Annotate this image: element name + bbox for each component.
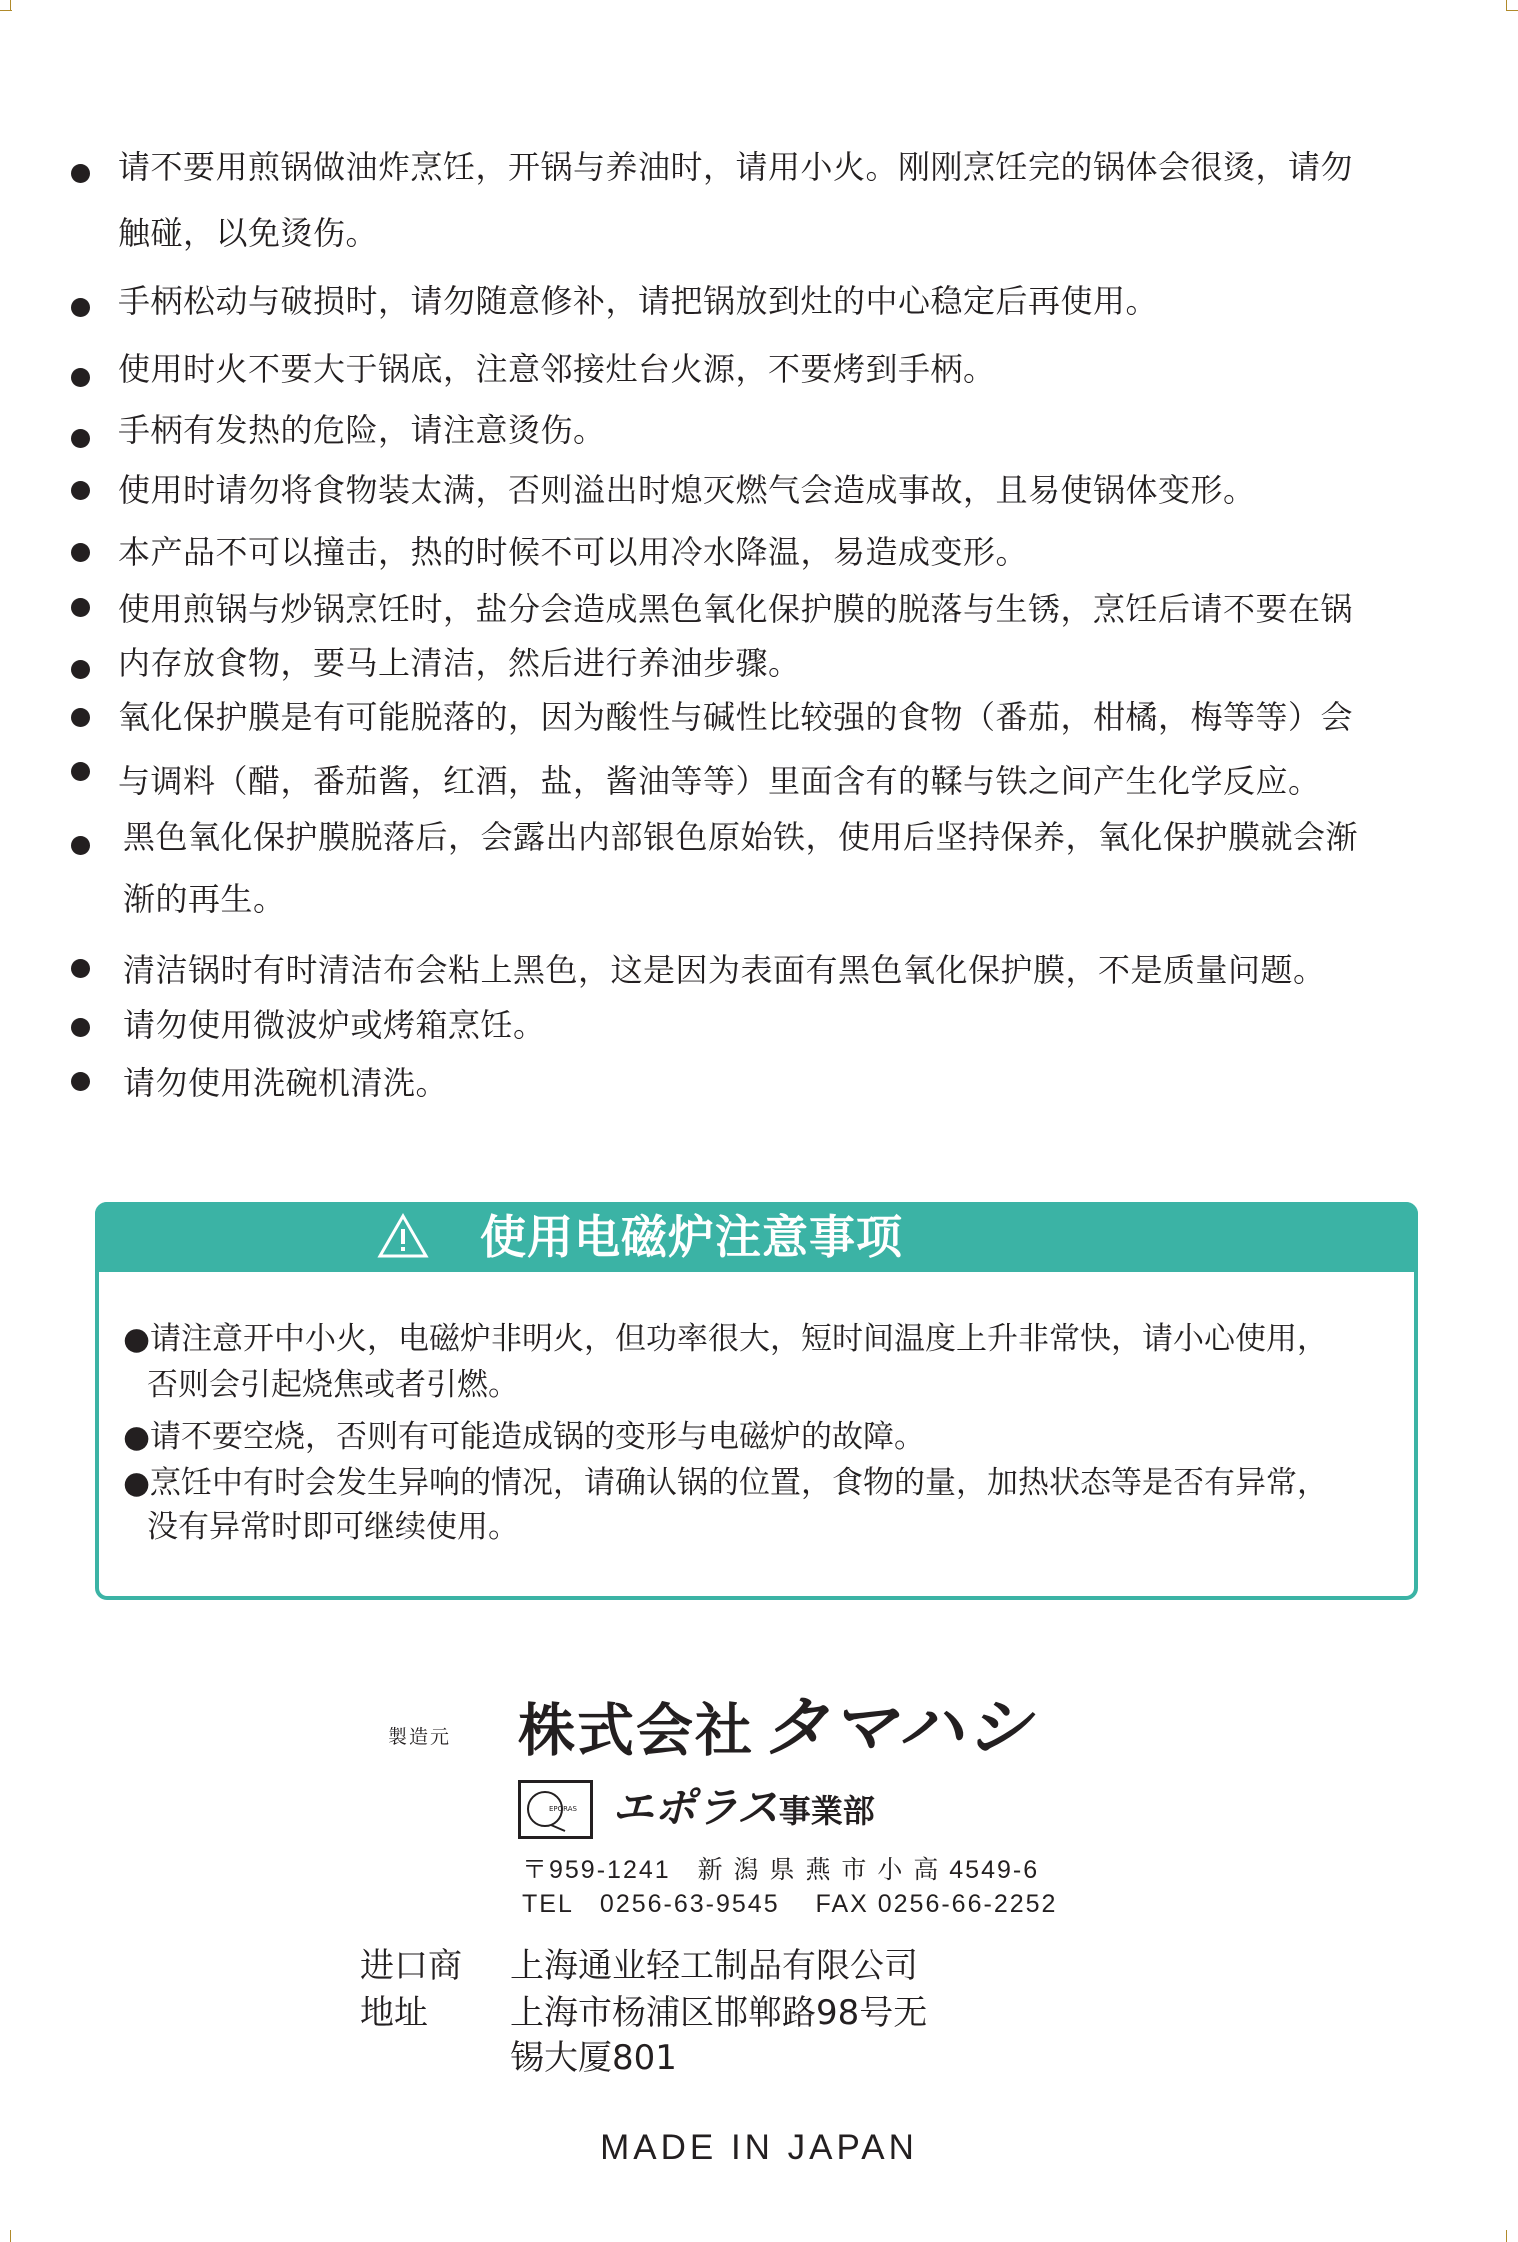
crop-mark: [1506, 10, 1518, 11]
caution-text: 手柄有发热的危险，请注意烫伤。: [118, 411, 606, 449]
bullet-icon: [71, 164, 90, 183]
manufacturer-address: 〒959-1241 新 潟 県 燕 市 小 高 4549-6: [522, 1856, 1040, 1884]
bullet-icon: [71, 298, 90, 317]
caution-text: 清洁锅时有时清洁布会粘上黑色，这是因为表面有黑色氧化保护膜，不是质量问题。: [123, 951, 1326, 989]
bullet-icon: [71, 598, 90, 617]
bullet-icon: [71, 543, 90, 562]
logo-text: EPORAS: [549, 1805, 577, 1813]
warning-title: 使用电磁炉注意事项: [480, 1210, 903, 1264]
caution-text: 请不要用煎锅做油炸烹饪，开锅与养油时，请用小火。刚刚烹饪完的锅体会很烫，请勿: [118, 148, 1354, 186]
importer-label: 进口商: [360, 1946, 462, 1986]
address-label: 地址: [360, 1993, 428, 2033]
warning-line: ●请不要空烧，否则有可能造成锅的变形与电磁炉的故障。: [123, 1419, 926, 1455]
caution-text: 请勿使用微波炉或烤箱烹饪。: [123, 1006, 546, 1044]
caution-text: 渐的再生。: [123, 880, 286, 918]
warning-header: [95, 1202, 1418, 1272]
crop-mark: [0, 10, 12, 11]
warning-line: ●请注意开中小火，电磁炉非明火，但功率很大，短时间温度上升非常快，请小心使用，: [123, 1321, 1329, 1357]
company-name: タマハシ: [762, 1689, 1034, 1766]
brand-division: [612, 1783, 875, 1836]
crop-mark: [1506, 0, 1507, 10]
bullet-icon: [71, 762, 90, 781]
division-name: 事業部: [778, 1792, 875, 1830]
caution-text: 本产品不可以撞击，热的时候不可以用冷水降温，易造成变形。: [118, 533, 1029, 571]
bullet-icon: [71, 429, 90, 448]
warning-line: 否则会引起烧焦或者引燃。: [147, 1367, 519, 1403]
importer-name: 上海通业轻工制品有限公司: [510, 1946, 918, 1986]
caution-text: 使用时请勿将食物装太满，否则溢出时熄灭燃气会造成事故，且易使锅体变形。: [118, 471, 1256, 509]
manufacturer-contact: TEL 0256-63-9545 FAX 0256-66-2252: [522, 1890, 1058, 1918]
bullet-icon: [71, 368, 90, 387]
caution-text: 触碰，以免烫伤。: [118, 214, 379, 252]
caution-text: 使用煎锅与炒锅烹饪时，盐分会造成黑色氧化保护膜的脱落与生锈，烹饪后请不要在锅: [118, 590, 1354, 628]
importer-address: 锡大厦801: [510, 2038, 677, 2078]
bullet-icon: [71, 959, 90, 978]
warning-line: 没有异常时即可继续使用。: [147, 1509, 519, 1545]
caution-text: 使用时火不要大于锅底，注意邻接灶台火源，不要烤到手柄。: [118, 350, 996, 388]
warning-triangle-icon: [377, 1213, 429, 1259]
caution-text: 请勿使用洗碗机清洗。: [123, 1064, 449, 1102]
crop-mark: [10, 0, 11, 10]
caution-text: 内存放食物，要马上清洁，然后进行养油步骤。: [118, 644, 801, 682]
warning-line: ●烹饪中有时会发生异响的情况，请确认锅的位置，食物的量，加热状态等是否有异常，: [123, 1465, 1329, 1501]
caution-text: 黑色氧化保护膜脱落后，会露出内部银色原始铁，使用后坚持保养，氧化保护膜就会渐: [123, 818, 1359, 856]
manufacturer-name: [518, 1689, 1034, 1766]
bullet-icon: [71, 1018, 90, 1037]
bullet-icon: [71, 481, 90, 500]
bullet-icon: [71, 708, 90, 727]
crop-mark: [10, 2230, 11, 2242]
crop-mark: [1506, 2230, 1507, 2242]
eporas-logo: [518, 1780, 593, 1839]
bullet-icon: [71, 836, 90, 855]
importer-address: 上海市杨浦区邯郸路98号无: [510, 1993, 928, 2033]
bullet-icon: [71, 1072, 90, 1091]
caution-text: 与调料（醋，番茄酱，红酒，盐，酱油等等）里面含有的鞣与铁之间产生化学反应。: [118, 762, 1321, 800]
induction-warning-box: [95, 1202, 1418, 1600]
company-type: 株式会社: [518, 1698, 754, 1764]
origin-label: MADE IN JAPAN: [600, 2128, 918, 2167]
brand-name: エポラス: [612, 1783, 779, 1832]
caution-text: 氧化保护膜是有可能脱落的，因为酸性与碱性比较强的食物（番茄，柑橘，梅等等）会: [118, 698, 1354, 736]
bullet-icon: [71, 660, 90, 679]
manufacturer-label: 製造元: [388, 1726, 452, 1748]
caution-text: 手柄松动与破损时，请勿随意修补，请把锅放到灶的中心稳定后再使用。: [118, 282, 1159, 320]
